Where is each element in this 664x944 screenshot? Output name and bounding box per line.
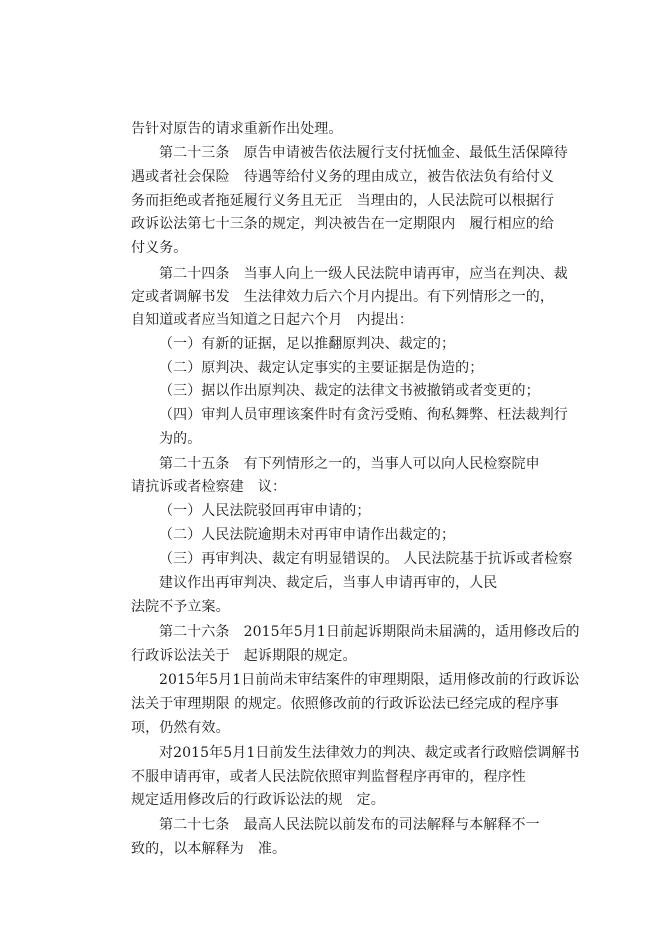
list-item: （一）人民法院驳回再审申请的； <box>159 503 371 519</box>
text-line: 告针对原告的请求重新作出处理。 <box>131 121 343 137</box>
text-line: 致的，以本解释为 准。 <box>131 841 287 857</box>
text-line: 付义务。 <box>131 240 188 256</box>
text-line: 规定适用修改后的行政诉讼法的规 定。 <box>131 792 385 808</box>
text-line: 对2015年5月1日前发生法律效力的判决、裁定或者行政赔偿调解书 <box>159 745 580 761</box>
list-item: （四）审判人员审理该案件时有贪污受贿、徇私舞弊、枉法裁判行 <box>159 407 568 423</box>
text-line: 2015年5月1日前尚未审结案件的审理期限，适用修改前的行政诉讼 <box>159 672 580 688</box>
text-line: 项，仍然有效。 <box>131 720 230 736</box>
article-23-heading-line: 第二十三条 原告申请被告依法履行支付抚恤金、最低生活保障待 <box>159 145 568 161</box>
text-line: 遇或者社会保险 待遇等给付义务的理由成立，被告依法负有给付义 <box>131 169 554 185</box>
text-line: 为的。 <box>159 431 202 447</box>
text-line: 自知道或者应当知道之日起六个月 内提出： <box>131 312 413 328</box>
article-27-heading-line: 第二十七条 最高人民法院以前发布的司法解释与本解释不一 <box>159 817 540 833</box>
text-line: 定或者调解书发 生法律效力后六个月内提出。有下列情形之一的， <box>131 289 554 305</box>
article-26-heading-line: 第二十六条 2015年5月1日前起诉期限尚未届满的，适用修改后的 <box>159 624 580 640</box>
text-line: 法关于审理期限 的规定。依照修改前的行政诉讼法已经完成的程序事 <box>131 696 559 712</box>
text-line: 行政诉讼法关于 起诉期限的规定。 <box>131 648 357 664</box>
text-line: 法院不予立案。 <box>131 599 230 615</box>
text-line: 请抗诉或者检察建 议： <box>131 479 287 495</box>
list-item: （二）原判决、裁定认定事实的主要证据是伪造的； <box>159 360 484 376</box>
text-line: 不服申请再审，或者人民法院依照审判监督程序再审的，程序性 <box>131 769 526 785</box>
text-line: 建议作出再审判决、裁定后，当事人申请再审的，人民 <box>159 575 498 591</box>
list-item: （一）有新的证据，足以推翻原判决、裁定的； <box>159 336 456 352</box>
article-24-heading-line: 第二十四条 当事人向上一级人民法院申请再审，应当在判决、裁 <box>159 266 568 282</box>
article-25-heading-line: 第二十五条 有下列情形之一的，当事人可以向人民检察院申 <box>159 456 540 472</box>
list-item: （三）据以作出原判决、裁定的法律文书被撤销或者变更的； <box>159 383 540 399</box>
list-item: （二）人民法院逾期未对再审申请作出裁定的； <box>159 527 456 543</box>
text-line: 政诉讼法第七十三条的规定，判决被告在一定期限内 履行相应的给 <box>131 216 554 232</box>
text-line: 务而拒绝或者拖延履行义务且无正 当理由的，人民法院可以根据行 <box>131 193 554 209</box>
list-item: （三）再审判决、裁定有明显错误的。 人民法院基于抗诉或者检察 <box>159 551 573 567</box>
